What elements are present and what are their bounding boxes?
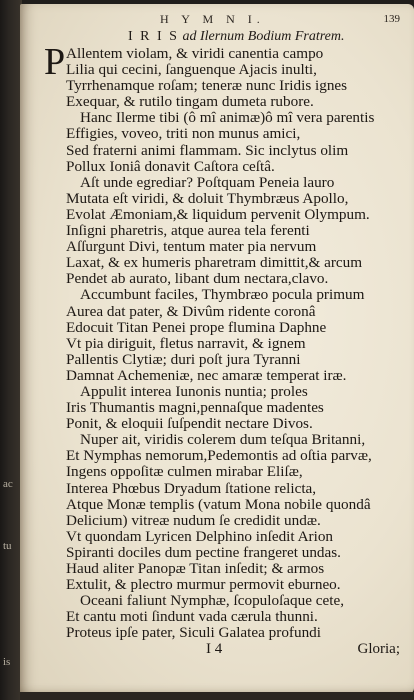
verse-line [66, 545, 406, 561]
verse-text: Effigies, voveo, triti non munus amici, [66, 125, 301, 143]
verse-text: Et cantu moti ſindunt vada cærula thunni. [66, 608, 318, 626]
verse-line [66, 593, 406, 609]
verse-text: Haud aliter Panopæ Titan inſedit; & armos [66, 560, 325, 577]
verse-line [66, 416, 406, 432]
verse-line [66, 336, 406, 352]
verse-text: Inſigni pharetris, atque aurea tela ferenti [66, 222, 310, 240]
poem-title-name: I R I S [128, 29, 179, 44]
verse-line [66, 126, 406, 142]
verse-text: Aurea dat pater, & Divûm ridente coronâ [66, 302, 316, 320]
running-title: H Y M N I. [160, 12, 265, 26]
gutter-mark: ac [3, 478, 13, 490]
verse-text: Edocuit Titan Penei prope flumina Daphne [66, 318, 327, 336]
book-page [20, 4, 414, 694]
verse-text: Exequar, & rutilo tingam dumeta rubore. [66, 93, 314, 111]
verse-line [66, 400, 406, 416]
verse-text: Nuper ait, viridis colerem dum teſqua Britanni, [80, 431, 366, 449]
verse-line [66, 352, 406, 368]
verse-line [66, 432, 406, 448]
verse-line [66, 271, 406, 287]
poem-title-dedication: ad Ilernum Bodium Fratrem. [178, 29, 345, 44]
verse-line [66, 625, 406, 641]
verse-line [66, 609, 406, 625]
page-footer [66, 641, 406, 657]
verse-line [66, 561, 406, 577]
verse-line [66, 464, 406, 480]
poem-title [128, 29, 344, 45]
verse-text: Pollux Ioniâ donavit Caſtora ceſtâ. [66, 157, 275, 175]
verse-text: Evolat Æmoniam,& liquidum pervenit Olympum. [66, 205, 370, 223]
verse-line [66, 110, 406, 126]
verse-text: Vt quondam Lyricen Delphino inſedit Arion [66, 527, 334, 545]
dropcap: P [44, 41, 66, 83]
verse-line [66, 159, 406, 175]
verse-line [66, 304, 406, 320]
verse-text: Lilia qui cecini, ſanguenque Ajacis inulti, [66, 61, 317, 79]
verse-line [66, 207, 406, 223]
verse-text: Accumbunt faciles, Thymbræo pocula primum [80, 286, 365, 304]
verse-text: Et Nymphas nemorum,Pedemontis ad oſtia parvæ, [66, 447, 372, 465]
page-number: 139 [383, 13, 400, 25]
verse-text: Appulit interea Iunonis nuntia; proles [80, 382, 308, 400]
verse-line [66, 223, 406, 239]
verse-text: Atque Monæ templis (vatum Mona nobile quondâ [66, 495, 371, 513]
verse-text: Delicium) vitreæ nudum ſe credidit undæ. [66, 511, 321, 529]
verse-text: Tyrrhenamque roſam; teneræ nunc Iridis ignes [66, 77, 348, 95]
verse-text: Damnat Achemeniæ, nec amaræ temperat iræ. [66, 366, 347, 384]
verse-text: Spiranti dociles dum pectine frangeret undas. [66, 543, 341, 561]
verse-text: Oceani faliunt Nymphæ, ſcopuloſaque cete, [80, 592, 345, 610]
verse-text: Pendet ab aurato, libant dum nectara,clavo. [66, 270, 329, 288]
verse-text: Sed fraterni animi flammam. Sic inclytus olim [66, 141, 349, 159]
verse-line [66, 577, 406, 593]
verse-text: Iris Thumantis magni,pennaſque madentes [66, 399, 324, 417]
verse-line [66, 529, 406, 545]
verse-line [66, 287, 406, 303]
verse-line [66, 448, 406, 464]
verse-line [66, 94, 406, 110]
verse-line [66, 191, 406, 207]
gutter-mark: is [3, 656, 11, 668]
verse-text: Proteus ipſe pater, Siculi Galatea profundi [66, 624, 321, 642]
verse-text: Mutata eſt viridi, & doluit Thymbræus Apollo, [66, 189, 349, 207]
verse-line [66, 320, 406, 336]
verse-text: Extulit, & plectro murmur permovit eburneo. [66, 576, 341, 594]
verse-line [66, 239, 406, 255]
book-gutter [0, 0, 22, 700]
page-bottom-edge [20, 692, 414, 700]
verse-text: Interea Phœbus Dryadum ſtatione relicta, [66, 479, 317, 497]
verse-text: Pallentis Clytiæ; duri poſt jura Tyranni [66, 350, 301, 368]
verse-text: Hanc Ilerme tibi (ô mî animæ)ô mî vera parentis [80, 109, 375, 127]
verse-text: Allentem violam, & viridi canentia campo [66, 45, 324, 62]
verse-text: Vt pia diriguit, fletus narravit, & ignem [66, 334, 306, 352]
verse-line [66, 384, 406, 400]
catchword: Gloria; [357, 641, 400, 658]
verse-line [66, 175, 406, 191]
verse-line [66, 513, 406, 529]
verse-text: Ponit, & eloquii ſuſpendit nectare Divos. [66, 415, 313, 433]
poem-body [44, 41, 406, 658]
gutter-mark: tu [3, 540, 12, 552]
verse-text: Laxat, & ex humeris pharetram dimittit,& arcum [66, 254, 363, 272]
verse-text: Ingens oppoſitæ culmen mirabar Eliſæ, [66, 463, 303, 481]
running-head [20, 12, 414, 30]
verse-line [66, 78, 406, 94]
verse-line [66, 255, 406, 271]
verse-line [66, 481, 406, 497]
verse-text: Aſt unde egrediar? Poſtquam Peneia lauro [80, 173, 335, 191]
signature-mark: I 4 [206, 641, 223, 658]
verse-text: Aſſurgunt Divi, tentum mater pia nervum [66, 238, 317, 256]
verse-line [66, 368, 406, 384]
verse-line [66, 143, 406, 159]
verse-line [66, 497, 406, 513]
verse-line [66, 62, 406, 78]
